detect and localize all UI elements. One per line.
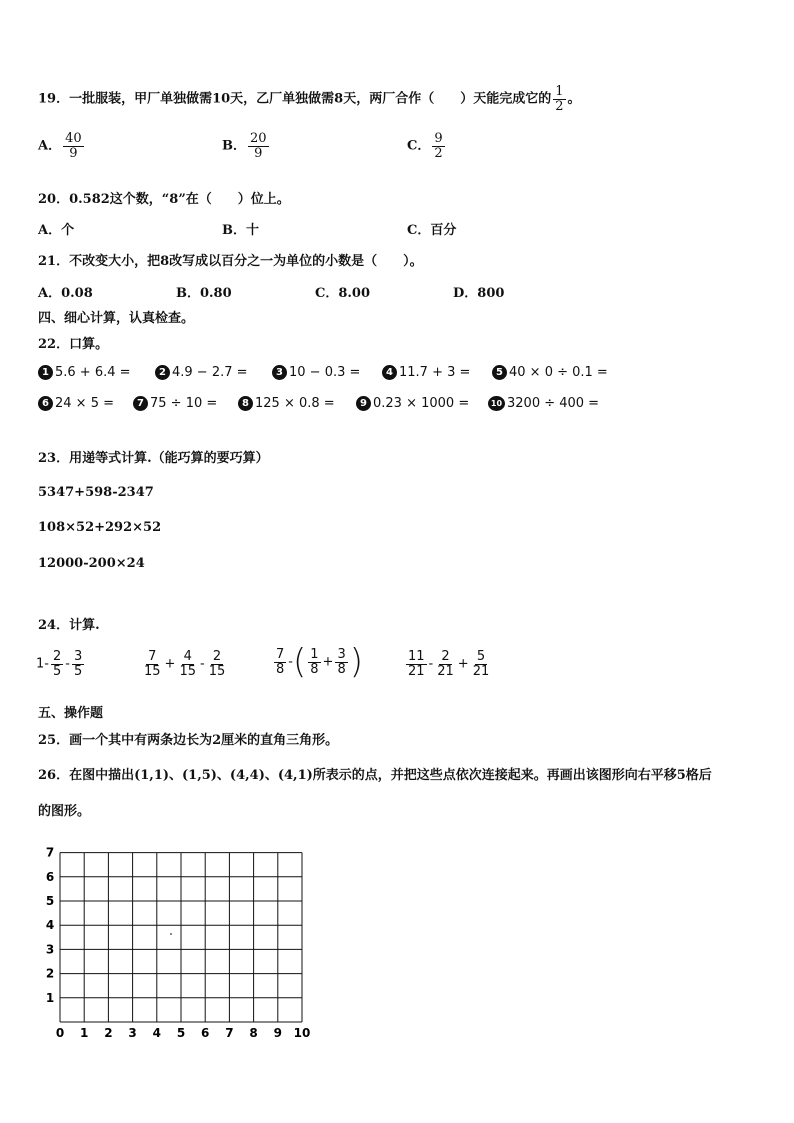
q22-item-3: 3 10 − 0.3 = <box>272 365 360 380</box>
q20-option-b[interactable]: B．十 <box>222 223 259 238</box>
q23-item-1: 5347+598-2347 <box>38 485 154 500</box>
y-axis-label: 5 <box>45 894 55 908</box>
q19-text: 19．一批服装，甲厂单独做需10天，乙厂单独做需8天，两厂合作（ ）天能完成它的 <box>38 91 552 107</box>
q22-item-7: 7 75 ÷ 10 = <box>133 396 217 411</box>
q23-title: 23．用递等式计算.（能巧算的要巧算） <box>38 451 269 466</box>
section-4-heading: 四、细心计算，认真检查。 <box>38 311 195 326</box>
x-axis-label: 5 <box>176 1026 186 1040</box>
q21-option-a[interactable]: A．0.08 <box>38 286 93 301</box>
q22-item-5: 5 40 × 0 ÷ 0.1 = <box>492 365 608 380</box>
q20-stem: 20．0.582这个数，“8”在（ ）位上。 <box>38 192 290 207</box>
x-axis-label: 6 <box>201 1026 210 1040</box>
q22-item-6: 6 24 × 5 = <box>38 396 114 411</box>
section-5-heading: 五、操作题 <box>38 706 104 721</box>
y-axis-label: 6 <box>45 869 55 884</box>
x-axis-label: 1 <box>80 1026 89 1040</box>
y-axis-label: 2 <box>45 966 55 981</box>
x-axis-label: 7 <box>225 1026 234 1040</box>
x-axis-label: 9 <box>273 1026 282 1040</box>
q24-expression-3: $\frac{7}{8}$ -( $\frac{1}{8}$ + $\frac{3}{8}$ ) <box>276 642 363 682</box>
q19-stem: 19．一批服装，甲厂单独做需10天，乙厂单独做需8天，两厂合作（ ）天能完成它的 $\frac{1}{2}$ 。 <box>38 84 581 114</box>
q22-title: 22．口算。 <box>38 337 109 352</box>
y-axis-label: 3 <box>45 942 55 957</box>
q19-option-c[interactable]: C． $\frac{9}{2}$ <box>407 131 443 161</box>
y-axis-label: 4 <box>45 918 55 933</box>
q22-item-8: 8 125 × 0.8 = <box>238 396 335 411</box>
y-axis-label: 7 <box>45 845 55 860</box>
q19-fraction: $\frac{1}{2}$ <box>555 84 564 114</box>
q22-item-10: 10 3200 ÷ 400 = <box>488 396 599 411</box>
q21-option-d[interactable]: D．800 <box>453 286 505 301</box>
x-axis-label: 8 <box>249 1026 258 1040</box>
q21-option-b[interactable]: B．0.80 <box>176 286 232 301</box>
x-axis-label: 3 <box>128 1026 137 1040</box>
q21-option-c[interactable]: C．8.00 <box>315 286 371 301</box>
x-axis-labels <box>56 1026 311 1040</box>
q19-option-a[interactable]: A． $\frac{40}{9}$ <box>38 131 82 161</box>
q21-stem: 21．不改变大小，把8改写成以百分之一为单位的小数是（ ）。 <box>38 254 423 269</box>
x-axis-label: 0 <box>55 1026 65 1040</box>
q20-option-a[interactable]: A．个 <box>38 223 75 238</box>
q22-item-4: 4 11.7 + 3 = <box>382 365 470 380</box>
x-axis-label: 4 <box>152 1026 161 1040</box>
q25-text: 25．画一个其中有两条边长为2厘米的直角三角形。 <box>38 733 339 748</box>
x-axis-label: 2 <box>104 1026 113 1040</box>
q20-option-c[interactable]: C．百分 <box>407 223 457 238</box>
y-axis-label: 1 <box>45 990 55 1005</box>
q22-item-1: 1 5.6 + 6.4 = <box>38 365 131 380</box>
y-axis-labels <box>46 846 54 1005</box>
coordinate-grid[interactable] <box>40 838 330 1048</box>
q24-expression-4: $\frac{11}{21}$ - $\frac{2}{21}$ + $\frac{5}{21}$ <box>408 649 490 679</box>
q24-title: 24．计算. <box>38 618 100 633</box>
q22-item-2: 2 4.9 − 2.7 = <box>155 365 248 380</box>
q24-expression-2: $\frac{7}{15}$ + $\frac{4}{15}$ - $\frac{2}{15}$ <box>144 649 226 679</box>
q22-item-9: 9 0.23 × 1000 = <box>356 396 469 411</box>
q19-option-b[interactable]: B． $\frac{20}{9}$ <box>222 131 267 161</box>
grid-dot-mark <box>170 933 172 935</box>
grid-lines <box>60 853 302 1022</box>
q26-line-1: 26．在图中描出(1,1)、(1,5)、(4,4)、(4,1)所表示的点，并把这些点依次连接起来。再画出该图形向右平移5格后 <box>38 768 712 783</box>
q26-line-2: 的图形。 <box>38 804 91 819</box>
q24-expression-1: 1- $\frac{2}{5}$ - $\frac{3}{5}$ <box>36 649 83 679</box>
q23-item-2: 108×52+292×52 <box>38 520 162 535</box>
x-axis-label: 10 <box>293 1026 311 1040</box>
q23-item-3: 12000-200×24 <box>38 556 145 571</box>
